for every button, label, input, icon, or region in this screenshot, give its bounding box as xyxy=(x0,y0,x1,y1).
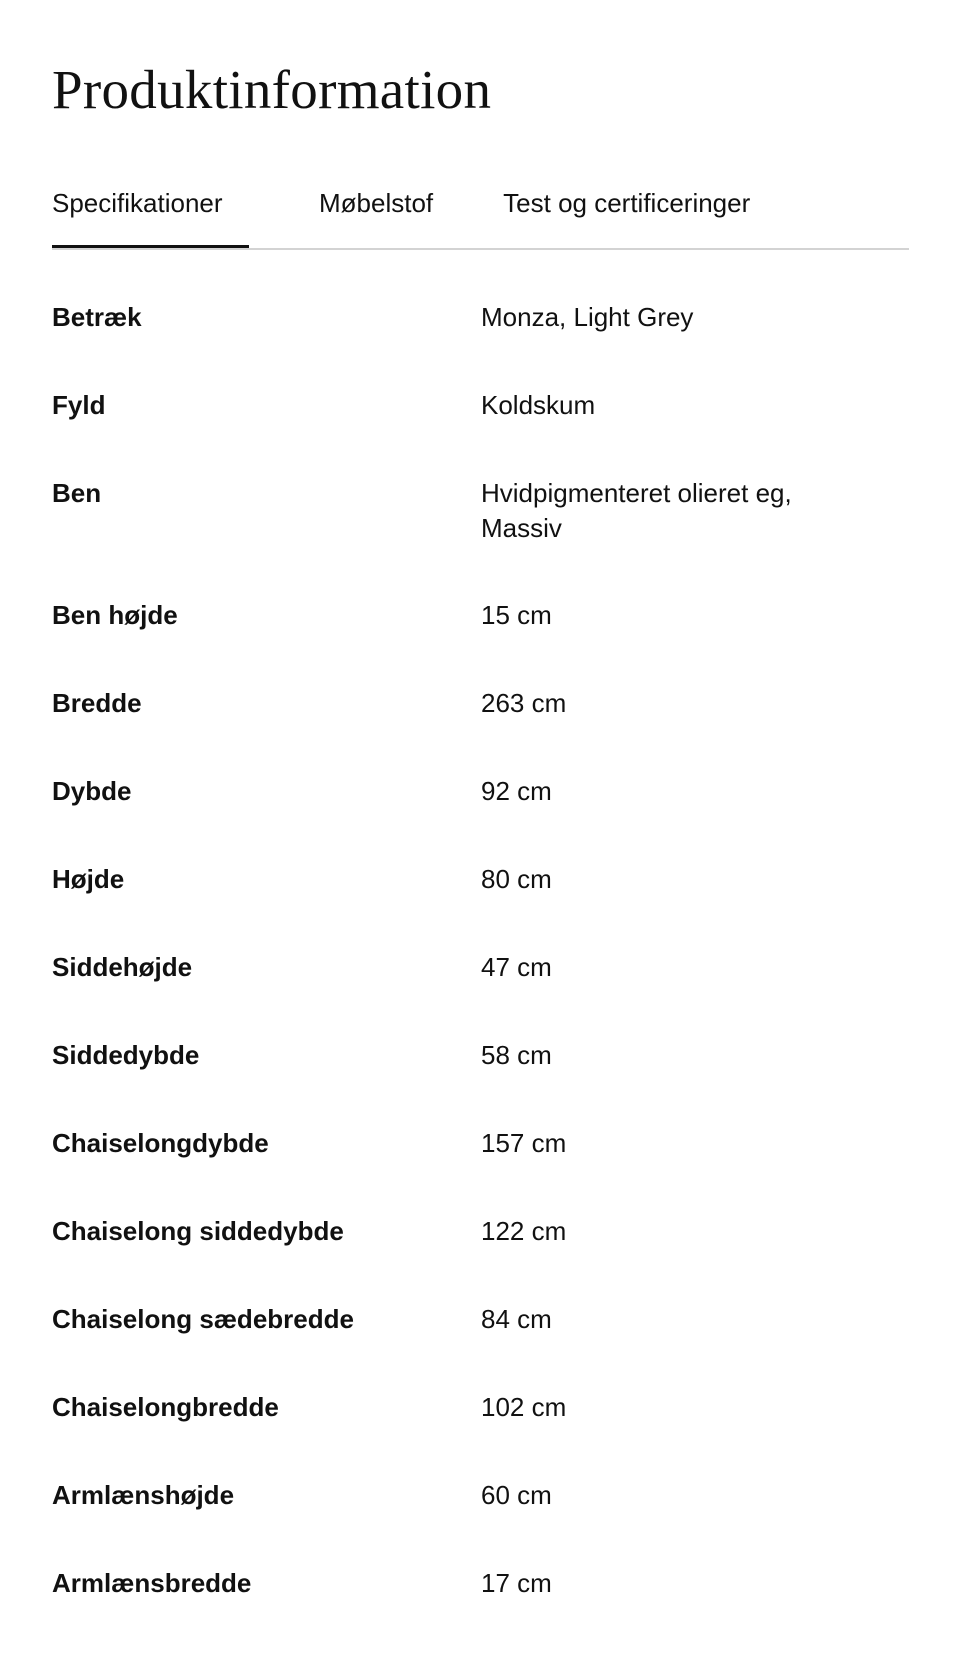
spec-label: Højde xyxy=(52,864,125,894)
spec-value: Monza, Light Grey xyxy=(481,302,694,332)
tab-test-og-certificeringer[interactable]: Test og certificeringer xyxy=(503,188,751,218)
spec-row-siddehojde xyxy=(52,950,909,1038)
spec-label: Chaiselongbredde xyxy=(52,1392,279,1422)
spec-label: Armlænshøjde xyxy=(52,1480,235,1510)
spec-label: Bredde xyxy=(52,688,142,718)
spec-label: Siddedybde xyxy=(52,1040,200,1070)
spec-row-chaiselong-saedebredde xyxy=(52,1302,909,1390)
spec-row-ben xyxy=(52,476,909,598)
spec-value: 58 cm xyxy=(481,1040,552,1070)
spec-label: Ben xyxy=(52,478,102,508)
spec-label: Fyld xyxy=(52,390,106,420)
spec-value: 157 cm xyxy=(481,1128,567,1158)
spec-row-chaiselong-siddedybde xyxy=(52,1214,909,1302)
spec-label: Dybde xyxy=(52,776,132,806)
spec-value: 47 cm xyxy=(481,952,552,982)
spec-row-chaiselongbredde xyxy=(52,1390,909,1478)
spec-label: Siddehøjde xyxy=(52,952,193,982)
spec-row-ben-hojde xyxy=(52,598,909,686)
spec-value: 122 cm xyxy=(481,1216,567,1246)
spec-row-siddedybde xyxy=(52,1038,909,1126)
spec-value: 60 cm xyxy=(481,1480,552,1510)
spec-label: Chaiselong sædebredde xyxy=(52,1304,354,1334)
spec-row-hojde xyxy=(52,862,909,950)
spec-row-bredde xyxy=(52,686,909,774)
spec-label: Betræk xyxy=(52,302,142,332)
spec-value: Hvidpigmenteret olieret eg, Massiv xyxy=(481,478,792,543)
spec-value: 92 cm xyxy=(481,776,552,806)
spec-row-betraek xyxy=(52,300,909,388)
spec-value: 263 cm xyxy=(481,688,567,718)
spec-table xyxy=(52,300,909,1654)
spec-label: Chaiselongdybde xyxy=(52,1128,269,1158)
spec-row-fyld xyxy=(52,388,909,476)
page-title: Produktinformation xyxy=(52,59,492,120)
spec-label: Armlænsbredde xyxy=(52,1568,252,1598)
spec-value: 84 cm xyxy=(481,1304,552,1334)
tab-specifikationer[interactable]: Specifikationer xyxy=(52,180,249,246)
spec-value: 15 cm xyxy=(481,600,552,630)
spec-row-armlaensbredde xyxy=(52,1566,909,1654)
spec-value: 102 cm xyxy=(481,1392,567,1422)
spec-label: Ben højde xyxy=(52,600,178,630)
spec-value: 80 cm xyxy=(481,864,552,894)
spec-label: Chaiselong siddedybde xyxy=(52,1216,344,1246)
tab-bar xyxy=(52,180,909,250)
tab-mobelstof[interactable]: Møbelstof xyxy=(319,188,434,218)
spec-value: Koldskum xyxy=(481,390,596,420)
spec-value: 17 cm xyxy=(481,1568,552,1598)
spec-row-chaiselongdybde xyxy=(52,1126,909,1214)
spec-row-armlaenshojde xyxy=(52,1478,909,1566)
spec-row-dybde xyxy=(52,774,909,862)
